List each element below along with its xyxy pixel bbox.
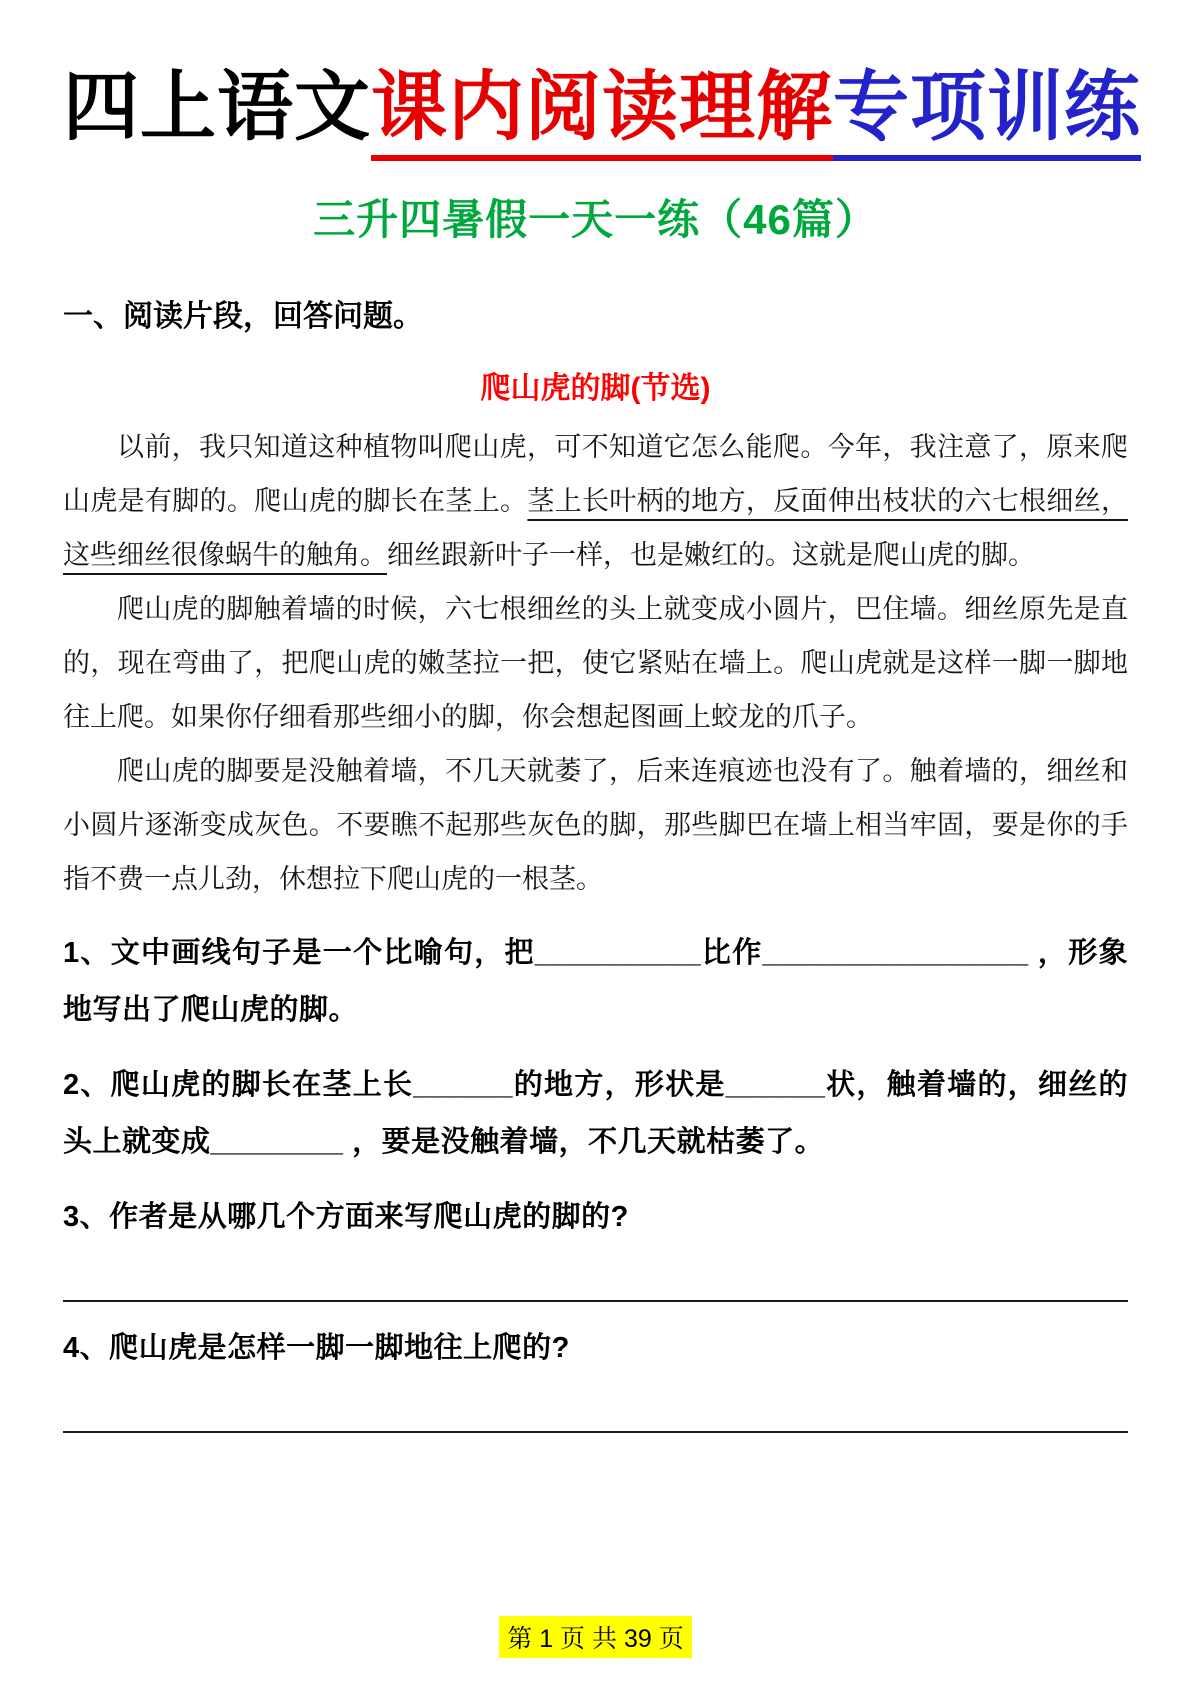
title-part: 专项训练 (833, 64, 1141, 161)
answer-line (63, 1377, 1128, 1433)
passage-paragraph (63, 745, 1128, 907)
passage-underlined-sentence: 茎上长叶柄的地方，反面伸出枝状的六七根细丝，这些细丝很像蜗牛的触角。 (63, 486, 1129, 572)
page-title (63, 64, 1141, 161)
question-item: 1、文中画线句子是一个比喻句，把__________比作________________ ，形象地写出了爬山虎的脚。 (63, 937, 1128, 1027)
passage-title: 爬山虎的脚(节选) (480, 372, 711, 406)
passage-text-run: 爬山虎的脚要是没触着墙，不几天就萎了，后来连痕迹也没有了。触着墙的，细丝和小圆片逐渐变成灰色。不要瞧不起那些灰色的脚，那些脚巴在墙上相当牢固，要是你的手指不费一点儿劲，休想拉下爬山虎的一根茎。 (63, 756, 1128, 896)
subtitle: 三升四暑假一天一练（46篇） (313, 196, 878, 244)
question-item: 4、爬山虎是怎样一脚一脚地往上爬的? (63, 1332, 570, 1365)
question-item: 2、爬山虎的脚长在茎上长______的地方，形状是______状，触着墙的，细丝的头上就变成________ ，要是没触着墙，不几天就枯萎了。 (63, 1069, 1128, 1159)
page-number-label: 第 1 页 共 39 页 (499, 1616, 691, 1658)
question-item: 3、作者是从哪几个方面来写爬山虎的脚的? (63, 1201, 629, 1234)
title-part: 四上语文 (63, 65, 371, 150)
passage-text-run: 爬山虎的脚触着墙的时候，六七根细丝的头上就变成小圆片，巴住墙。细丝原先是直的，现在弯曲了，把爬山虎的嫩茎拉一把，使它紧贴在墙上。爬山虎就是这样一脚一脚地往上爬。如果你仔细看那些细小的脚，你会想起图画上蛟龙的爪子。 (63, 594, 1128, 734)
passage-paragraph (63, 421, 1128, 583)
questions (63, 925, 1128, 1433)
passage-text-run: 以前，我只知道这种植物叫爬山虎，可不知道它怎么能爬。今年，我注意了，原来爬山虎是有脚的。爬山虎的脚长在茎上。 (63, 432, 1128, 518)
passage-paragraph (63, 583, 1128, 745)
title-part: 课内阅读理解 (371, 64, 833, 161)
passage-body (63, 421, 1128, 907)
page-footer (0, 1616, 1191, 1658)
section-heading: 一、阅读片段，回答问题。 (63, 300, 423, 334)
answer-line (63, 1246, 1128, 1302)
passage-text-run: 细丝跟新叶子一样，也是嫩红的。这就是爬山虎的脚。 (387, 540, 1035, 572)
